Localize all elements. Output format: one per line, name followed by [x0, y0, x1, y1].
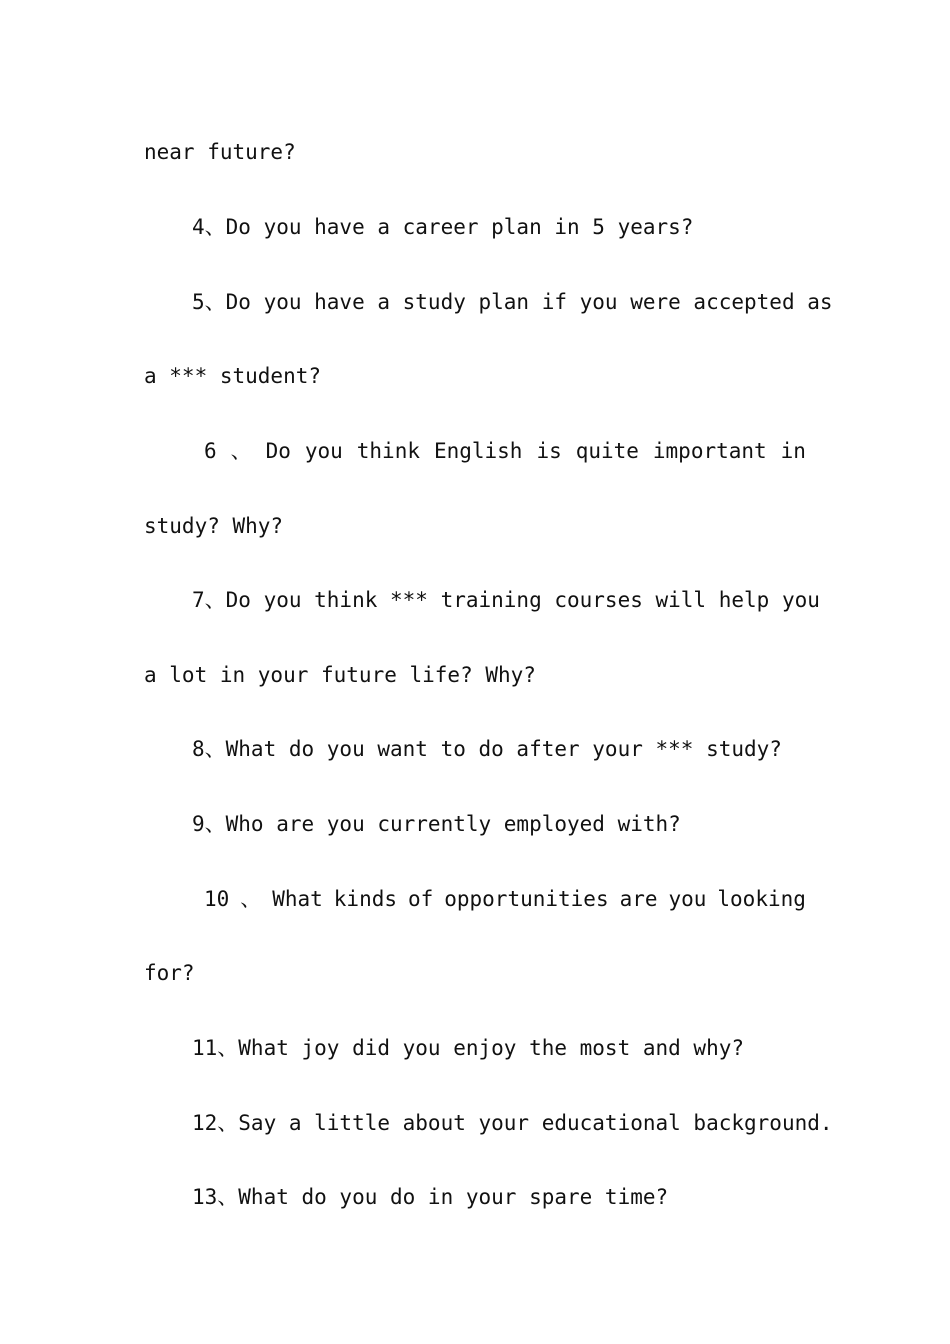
question-12: 12、Say a little about your educational background. [192, 1111, 833, 1135]
text-line: study? Why? [144, 514, 284, 538]
word: What [272, 887, 323, 911]
word: opportunities [444, 887, 609, 911]
word: you [304, 439, 343, 463]
question-10 [204, 884, 806, 914]
word: are [619, 887, 658, 911]
question-4: 4、Do you have a career plan in 5 years? [192, 215, 694, 239]
word: 、 [240, 887, 262, 911]
text-line: a *** student? [144, 364, 322, 388]
word: 10 [204, 887, 230, 911]
question-7: 7、Do you think *** training courses will help you [192, 588, 820, 612]
word: of [407, 887, 434, 911]
word: 6 [204, 439, 217, 463]
word: quite [575, 439, 639, 463]
word: in [780, 439, 806, 463]
word: important [652, 439, 767, 463]
word: English [433, 439, 523, 463]
word: think [356, 439, 420, 463]
question-13: 13、What do you do in your spare time? [192, 1185, 669, 1209]
text-line: for? [144, 961, 195, 985]
text-line: a lot in your future life? Why? [144, 663, 536, 687]
word: Do [265, 439, 291, 463]
question-6 [204, 436, 806, 466]
question-8: 8、What do you want to do after your *** study? [192, 737, 782, 761]
word: looking [717, 887, 806, 911]
word: is [536, 439, 562, 463]
question-11: 11、What joy did you enjoy the most and why? [192, 1036, 745, 1060]
question-9: 9、Who are you currently employed with? [192, 812, 681, 836]
word: 、 [230, 439, 252, 463]
text-line: near future? [144, 140, 296, 164]
word: kinds [333, 887, 397, 911]
word: you [668, 887, 707, 911]
question-5: 5、Do you have a study plan if you were accepted as [192, 290, 833, 314]
